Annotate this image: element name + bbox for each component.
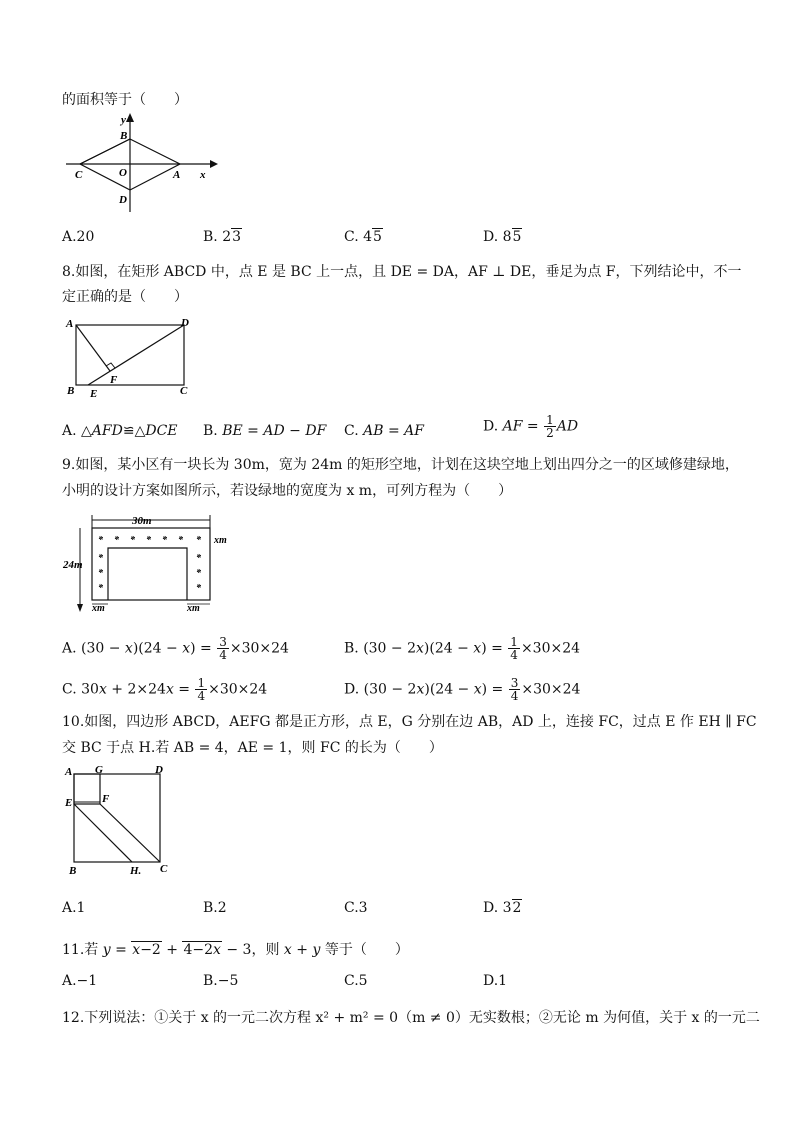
q9-label-24m: 24m xyxy=(63,559,83,571)
q8-label-e: E xyxy=(90,388,98,400)
q10-label-e: E xyxy=(65,797,73,809)
q9-option-b[interactable]: B. (30 − 2x)(24 − x) = $\frac{1}{4}$ ×30×24 xyxy=(344,635,581,662)
svg-text:*: * xyxy=(178,535,183,546)
q9-stars xyxy=(98,535,202,594)
q11-option-b[interactable]: B.−5 xyxy=(203,973,239,989)
q7-label-y: y xyxy=(121,114,126,126)
q8-option-b[interactable]: B. BE = AD − DF xyxy=(203,423,327,439)
q8-label-c: C xyxy=(180,385,188,397)
q7-label-c: C xyxy=(75,169,83,181)
q9-label-xm-right: xm xyxy=(214,535,227,546)
svg-text:*: * xyxy=(98,535,103,546)
q10-label-c: C xyxy=(160,863,168,875)
q10-label-a: A xyxy=(65,766,73,778)
q10-option-d[interactable]: D. 32 xyxy=(483,900,522,916)
q8-rectangle-figure xyxy=(62,313,202,403)
svg-text:*: * xyxy=(196,553,201,564)
svg-text:*: * xyxy=(146,535,151,546)
q10-line2: 交 BC 于点 H.若 AB = 4，AE = 1，则 FC 的长为（ ） xyxy=(62,740,443,756)
q8-label-b: B xyxy=(67,385,75,397)
q8-option-c[interactable]: C. AB = AF xyxy=(344,423,424,439)
q7-option-c[interactable]: C. 45 xyxy=(344,229,382,245)
q8-option-a[interactable]: A. △AFD≌△DCE xyxy=(62,423,178,439)
q8-option-d[interactable]: D. AF = $\frac{1}{2}$ AD xyxy=(483,413,579,440)
q7-option-a[interactable]: A.20 xyxy=(62,229,95,245)
svg-text:*: * xyxy=(98,568,103,579)
q8-label-f: F xyxy=(110,374,118,386)
q9-line2: 小明的设计方案如图所示，若设绿地的宽度为 x m，可列方程为（ ） xyxy=(62,483,513,499)
svg-text:*: * xyxy=(130,535,135,546)
q11-option-a[interactable]: A.−1 xyxy=(62,973,98,989)
q11-line1: 11.若 y = x−2 + 4−2x − 3，则 x + y 等于（ ） xyxy=(62,942,409,958)
q9-label-30m: 30m xyxy=(132,515,152,527)
q8-line1: 8.如图，在矩形 ABCD 中，点 E 是 BC 上一点，且 DE = DA，AF ⊥ DE，垂足为点 F，下列结论中，不一 xyxy=(62,264,742,280)
svg-text:*: * xyxy=(98,583,103,594)
svg-text:*: * xyxy=(196,535,201,546)
q10-label-b: B xyxy=(69,865,77,877)
svg-text:*: * xyxy=(196,568,201,579)
q11-option-d[interactable]: D.1 xyxy=(483,973,508,989)
q10-option-c[interactable]: C.3 xyxy=(344,900,368,916)
q7-label-o: O xyxy=(119,167,127,179)
q10-label-f: F xyxy=(102,793,110,805)
q12-line1: 12.下列说法：①关于 x 的一元二次方程 x² + m² = 0（m ≠ 0）无实数根；②无论 m 为何值，关于 x 的一元二 xyxy=(62,1010,760,1026)
q10-squares-figure xyxy=(62,762,182,880)
svg-text:*: * xyxy=(98,553,103,564)
q8-label-a: A xyxy=(66,318,74,330)
q10-label-g: G xyxy=(95,764,103,776)
q9-option-d[interactable]: D. (30 − 2x)(24 − x) = $\frac{3}{4}$ ×30×24 xyxy=(344,676,581,703)
q7-option-d[interactable]: D. 85 xyxy=(483,229,522,245)
q9-line1: 9.如图，某小区有一块长为 30m，宽为 24m 的矩形空地，计划在这块空地上划出四分之一的区域修建绿地， xyxy=(62,457,739,473)
q9-option-a[interactable]: A. (30 − x)(24 − x) = $\frac{3}{4}$ ×30×24 xyxy=(62,635,289,662)
svg-text:*: * xyxy=(196,583,201,594)
q7-option-b[interactable]: B. 23 xyxy=(203,229,242,245)
q7-stem-tail: 的面积等于（ ） xyxy=(62,92,188,108)
q7-label-d: D xyxy=(119,194,127,206)
q9-garden-figure xyxy=(62,510,237,620)
q10-option-a[interactable]: A.1 xyxy=(62,900,86,916)
q11-option-c[interactable]: C.5 xyxy=(344,973,368,989)
q7-rhombus-figure xyxy=(62,112,222,217)
q10-option-b[interactable]: B.2 xyxy=(203,900,227,916)
q7-label-x: x xyxy=(200,169,206,181)
q10-label-h: H. xyxy=(130,865,142,877)
q10-label-d: D xyxy=(155,764,163,776)
q7-label-b: B xyxy=(120,130,128,142)
q9-label-xm-bl: xm xyxy=(92,603,105,614)
q10-line1: 10.如图，四边形 ABCD，AEFG 都是正方形，点 E，G 分别在边 AB，AD 上，连接 FC，过点 E 作 EH ∥ FC xyxy=(62,714,757,730)
q7-label-a: A xyxy=(173,169,181,181)
q9-label-xm-br: xm xyxy=(187,603,200,614)
svg-text:*: * xyxy=(114,535,119,546)
q9-option-c[interactable]: C. 30x + 2×24x = $\frac{1}{4}$ ×30×24 xyxy=(62,676,268,703)
svg-text:*: * xyxy=(162,535,167,546)
q8-line2: 定正确的是（ ） xyxy=(62,289,188,305)
q8-label-d: D xyxy=(181,317,189,329)
